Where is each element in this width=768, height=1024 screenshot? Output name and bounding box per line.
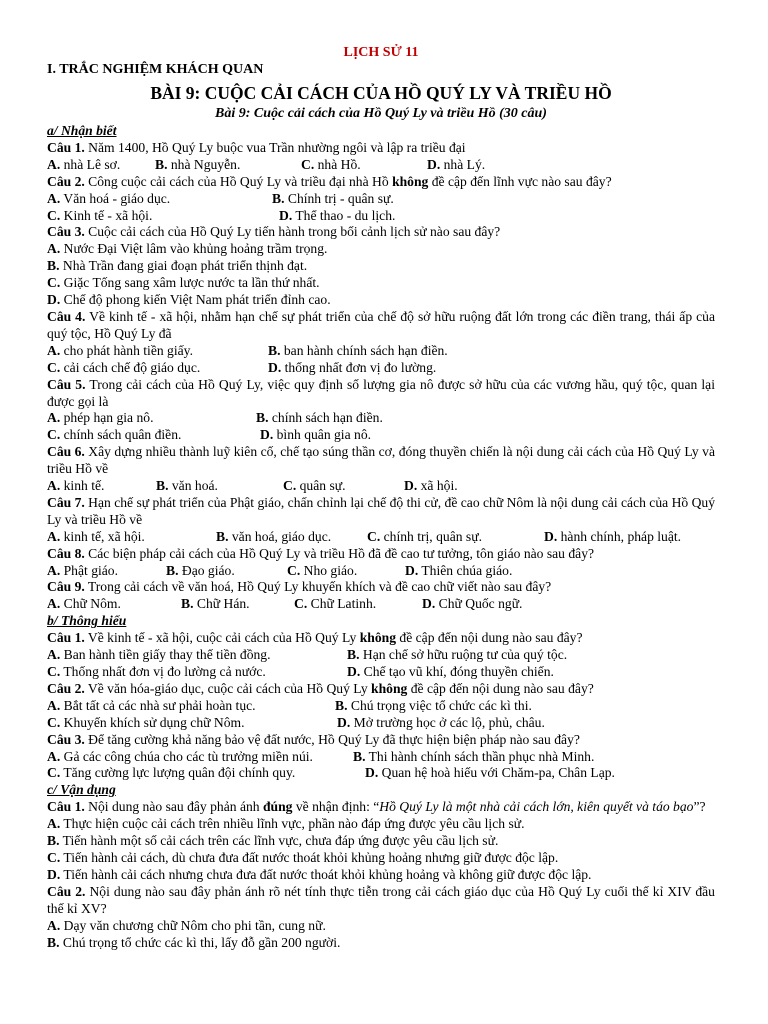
worksheet-page (47, 44, 715, 951)
answer-option: Thi hành chính sách thần phục nhà Minh. (368, 748, 595, 764)
answer-option: Nhà Trần đang giai đoạn phát triển thịnh đạt. (62, 258, 308, 274)
answer-option: Kinh tế - xã hội. (63, 207, 153, 223)
answer-row: C. Khuyến khích sử dụng chữ Nôm. D. Mở trường học ở các lộ, phủ, châu. (47, 714, 545, 730)
level-heading-application: c/ Vận dụng (47, 782, 116, 798)
answer-option: phép hạn gia nô. (63, 410, 154, 426)
question-stem: Câu 5. Trong cải cách của Hồ Quý Ly, việc quy định số lượng gia nô được sở hữu của các vương hầu, quý tộc, quan lại được gọi là (47, 376, 715, 409)
question-stem: Câu 3. Cuộc cải cách của Hồ Quý Ly tiến hành trong bối cảnh lịch sử nào sau đây? (47, 224, 501, 240)
answer-option: Nước Đại Việt lâm vào khủng hoảng trầm trọng. (63, 241, 328, 257)
answer-option: Nho giáo. (303, 562, 358, 578)
answer-row: A. Ban hành tiền giấy thay thế tiền đồng. B. Hạn chế sở hữu ruộng tư của quý tộc. (47, 647, 568, 663)
answer-option: văn hoá. (171, 478, 218, 494)
answer-option: Chú trọng việc tổ chức các kì thi. (350, 697, 532, 713)
answer-row: A. Gả các công chúa cho các tù trưởng miền núi. B. Thi hành chính sách thần phục nhà Minh. (47, 748, 595, 764)
question-stem: Câu 1. Năm 1400, Hồ Quý Ly buộc vua Trần nhường ngôi và lập ra triều đại (47, 139, 466, 155)
answer-option: Ban hành tiền giấy thay thế tiền đồng. (63, 647, 271, 663)
answer-row: A. cho phát hành tiền giấy. B. ban hành chính sách hạn điền. (47, 342, 448, 358)
answer-row: D. Chế độ phong kiến Việt Nam phát triển đỉnh cao. (47, 292, 331, 308)
answer-option: Chính trị - quân sự. (287, 190, 394, 206)
question-stem: Câu 7. Hạn chế sự phát triển của Phật giáo, chấn chỉnh lại chế độ thi cử, đề cao chữ Nôm là nội dung cải cách của Hồ Quý Ly và triều Hồ về (47, 494, 715, 527)
answer-option: Chế độ phong kiến Việt Nam phát triển đỉnh cao. (63, 292, 331, 308)
answer-option: Thể thao - du lịch. (295, 207, 396, 223)
question-stem: Câu 3. Để tăng cường khả năng bảo vệ đất nước, Hồ Quý Ly đã thực hiện biện pháp nào sau đây? (47, 731, 580, 747)
answer-option: nhà Lý. (443, 156, 486, 172)
answer-row: A. Nước Đại Việt lâm vào khủng hoảng trầm trọng. (47, 241, 328, 257)
answer-option: cải cách chế độ giáo dục. (63, 359, 201, 375)
answer-row: A. Chữ Nôm. B. Chữ Hán. C. Chữ Latinh. D. Chữ Quốc ngữ. (47, 596, 523, 612)
section-heading: I. TRẮC NGHIỆM KHÁCH QUAN (47, 62, 264, 77)
answer-row: C. cải cách chế độ giáo dục. D. thống nhất đơn vị đo lường. (47, 359, 437, 375)
answer-option: nhà Hồ. (317, 156, 361, 172)
answer-option: hành chính, pháp luật. (560, 528, 682, 544)
question-stem: Câu 2. Nội dung nào sau đây phản ánh rõ nét tính thực tiễn trong cải cách giáo dục của Hồ Quý Ly cuối thế kỉ XIV đầu thế kỉ XV? (47, 883, 715, 916)
answer-option: Chữ Quốc ngữ. (438, 596, 523, 612)
answer-row: A. Dạy văn chương chữ Nôm cho phi tần, cung nữ. (47, 917, 326, 933)
answer-row: D. Tiến hành cải cách nhưng chưa đưa đất nước thoát khỏi khủng hoảng và không giữ được độc lập. (47, 866, 592, 882)
answer-option: Mở trường học ở các lộ, phủ, châu. (353, 714, 545, 730)
question-stem: Câu 2. Về văn hóa-giáo dục, cuộc cải cách của Hồ Quý Ly không đề cập đến nội dung nào sau đây? (47, 680, 594, 696)
answer-row: C. Giặc Tống sang xâm lược nước ta lần thứ nhất. (47, 275, 320, 291)
answer-option: Tăng cường lực lượng quân đội chính quy. (63, 765, 296, 781)
answer-row: B. Chú trọng tổ chức các kì thi, lấy đỗ gần 200 người. (47, 934, 341, 950)
question-stem: Câu 1. Nội dung nào sau đây phản ánh đúng về nhận định: “Hồ Quý Ly là một nhà cải cách lớn, kiên quyết và táo bạo”? (47, 799, 706, 815)
answer-option: Gả các công chúa cho các tù trưởng miền núi. (63, 748, 313, 764)
answer-option: chính sách quân điền. (63, 427, 182, 443)
answer-option: Chữ Nôm. (63, 596, 121, 612)
answer-option: Chữ Latinh. (310, 596, 377, 612)
answer-row: C. chính sách quân điền. D. bình quân gia nô. (47, 427, 372, 443)
answer-option: Hạn chế sở hữu ruộng tư của quý tộc. (362, 647, 568, 663)
answer-row: A. phép hạn gia nô. B. chính sách hạn điền. (47, 410, 383, 426)
answer-option: Chế tạo vũ khí, đóng thuyền chiến. (363, 664, 554, 679)
answer-option: Dạy văn chương chữ Nôm cho phi tần, cung nữ. (63, 917, 326, 933)
question-stem: Câu 8. Các biện pháp cải cách của Hồ Quý Ly và triều Hồ đã đề cao tư tưởng, tôn giáo nào sau đây? (47, 545, 595, 561)
lesson-subtitle: Bài 9: Cuộc cải cách của Hồ Quý Ly và triều Hồ (30 câu) (215, 106, 547, 121)
answer-option: Bắt tất cả các nhà sư phải hoàn tục. (63, 697, 256, 713)
answer-row: A. kinh tế. B. văn hoá. C. quân sự. D. xã hội. (47, 478, 458, 494)
answer-option: cho phát hành tiền giấy. (63, 342, 193, 358)
answer-row: A. Phật giáo. B. Đạo giáo. C. Nho giáo. D. Thiên chúa giáo. (47, 562, 513, 578)
answer-option: quân sự. (299, 478, 346, 494)
answer-option: Khuyến khích sử dụng chữ Nôm. (63, 714, 245, 730)
answer-option: chính trị, quân sự. (383, 528, 482, 544)
level-heading-recognition: a/ Nhận biết (47, 123, 117, 138)
answer-row: C. Tăng cường lực lượng quân đội chính quy. D. Quan hệ hoà hiếu với Chăm-pa, Chân Lạp. (47, 765, 615, 781)
answer-option: chính sách hạn điền. (271, 410, 383, 426)
answer-row: A. nhà Lê sơ. B. nhà Nguyễn. C. nhà Hồ. D. nhà Lý. (47, 156, 486, 172)
answer-option: Tiến hành cải cách, dù chưa đưa đất nước thoát khỏi khủng hoảng nhưng giữ được độc lập. (63, 849, 559, 865)
answer-option: Thực hiện cuộc cải cách trên nhiều lĩnh vực, phần nào đáp ứng được yêu cầu lịch sử. (63, 816, 525, 832)
answer-option: Phật giáo. (63, 562, 118, 578)
answer-row: C. Kinh tế - xã hội. D. Thể thao - du lịch. (47, 207, 396, 223)
question-stem: Câu 1. Về kinh tế - xã hội, cuộc cải cách của Hồ Quý Ly không đề cập đến nội dung nào sau đây? (47, 630, 583, 646)
answer-row: A. Văn hoá - giáo dục. B. Chính trị - quân sự. (47, 190, 394, 206)
answer-option: ban hành chính sách hạn điền. (283, 342, 448, 358)
question-stem: Câu 4. Về kinh tế - xã hội, nhằm hạn chế sự phát triển của chế độ sở hữu ruộng đất lớn trong các điền trang, thái ấp của quý tộc, Hồ Quý Ly đã (47, 308, 715, 341)
answer-row: A. Thực hiện cuộc cải cách trên nhiều lĩnh vực, phần nào đáp ứng được yêu cầu lịch sử. (47, 816, 525, 832)
answer-option: xã hội. (420, 478, 458, 494)
answer-row: A. kinh tế, xã hội. B. văn hoá, giáo dục. C. chính trị, quân sự. D. hành chính, pháp luật. (47, 528, 682, 544)
question-stem: Câu 6. Xây dựng nhiều thành luỹ kiên cố, chế tạo súng thần cơ, đóng thuyền chiến là nội dung cải cách của Hồ Quý Ly và triều Hồ về (47, 444, 715, 477)
answer-option: Quan hệ hoà hiếu với Chăm-pa, Chân Lạp. (381, 765, 615, 781)
answer-option: kinh tế. (63, 478, 105, 494)
answer-option: nhà Lê sơ. (63, 156, 121, 172)
answer-option: văn hoá, giáo dục. (231, 528, 332, 544)
subject-heading: LỊCH SỬ 11 (343, 45, 419, 60)
answer-row: B. Nhà Trần đang giai đoạn phát triển thịnh đạt. (47, 258, 308, 274)
question-stem: Câu 9. Trong cải cách về văn hoá, Hồ Quý Ly khuyến khích và đề cao chữ viết nào sau đây? (47, 579, 552, 595)
answer-row: B. Tiến hành một số cải cách trên các lĩnh vực, chưa đáp ứng được yêu cầu lịch sử. (47, 833, 499, 849)
answer-option: Chú trọng tổ chức các kì thi, lấy đỗ gần 200 người. (62, 934, 341, 950)
answer-option: Tiến hành một số cải cách trên các lĩnh vực, chưa đáp ứng được yêu cầu lịch sử. (62, 833, 499, 849)
answer-option: Chữ Hán. (196, 596, 250, 612)
answer-row: A. Bắt tất cả các nhà sư phải hoàn tục. B. Chú trọng việc tổ chức các kì thi. (47, 697, 532, 713)
answer-option: Giặc Tống sang xâm lược nước ta lần thứ nhất. (63, 275, 320, 291)
answer-option: Đạo giáo. (181, 562, 235, 578)
lesson-title: BÀI 9: CUỘC CẢI CÁCH CỦA HỒ QUÝ LY VÀ TRIỀU HỒ (150, 83, 612, 103)
answer-option: bình quân gia nô. (276, 427, 372, 443)
level-heading-comprehension: b/ Thông hiểu (47, 613, 127, 629)
answer-row: C. Thống nhất đơn vị đo lường cả nước. D. Chế tạo vũ khí, đóng thuyền chiến. (47, 664, 554, 679)
question-stem: Câu 2. Công cuộc cải cách của Hồ Quý Ly và triều đại nhà Hồ không đề cập đến lĩnh vực nào sau đây? (47, 173, 612, 189)
answer-option: nhà Nguyễn. (170, 156, 241, 172)
answer-option: Văn hoá - giáo dục. (63, 190, 171, 206)
answer-option: Thống nhất đơn vị đo lường cả nước. (63, 664, 266, 679)
answer-option: Thiên chúa giáo. (421, 562, 513, 578)
answer-option: thống nhất đơn vị đo lường. (284, 359, 437, 375)
answer-row: C. Tiến hành cải cách, dù chưa đưa đất nước thoát khỏi khủng hoảng nhưng giữ được độc lập. (47, 849, 559, 865)
answer-option: Tiến hành cải cách nhưng chưa đưa đất nước thoát khỏi khủng hoảng và không giữ được độc lập. (63, 866, 592, 882)
answer-option: kinh tế, xã hội. (63, 528, 145, 544)
